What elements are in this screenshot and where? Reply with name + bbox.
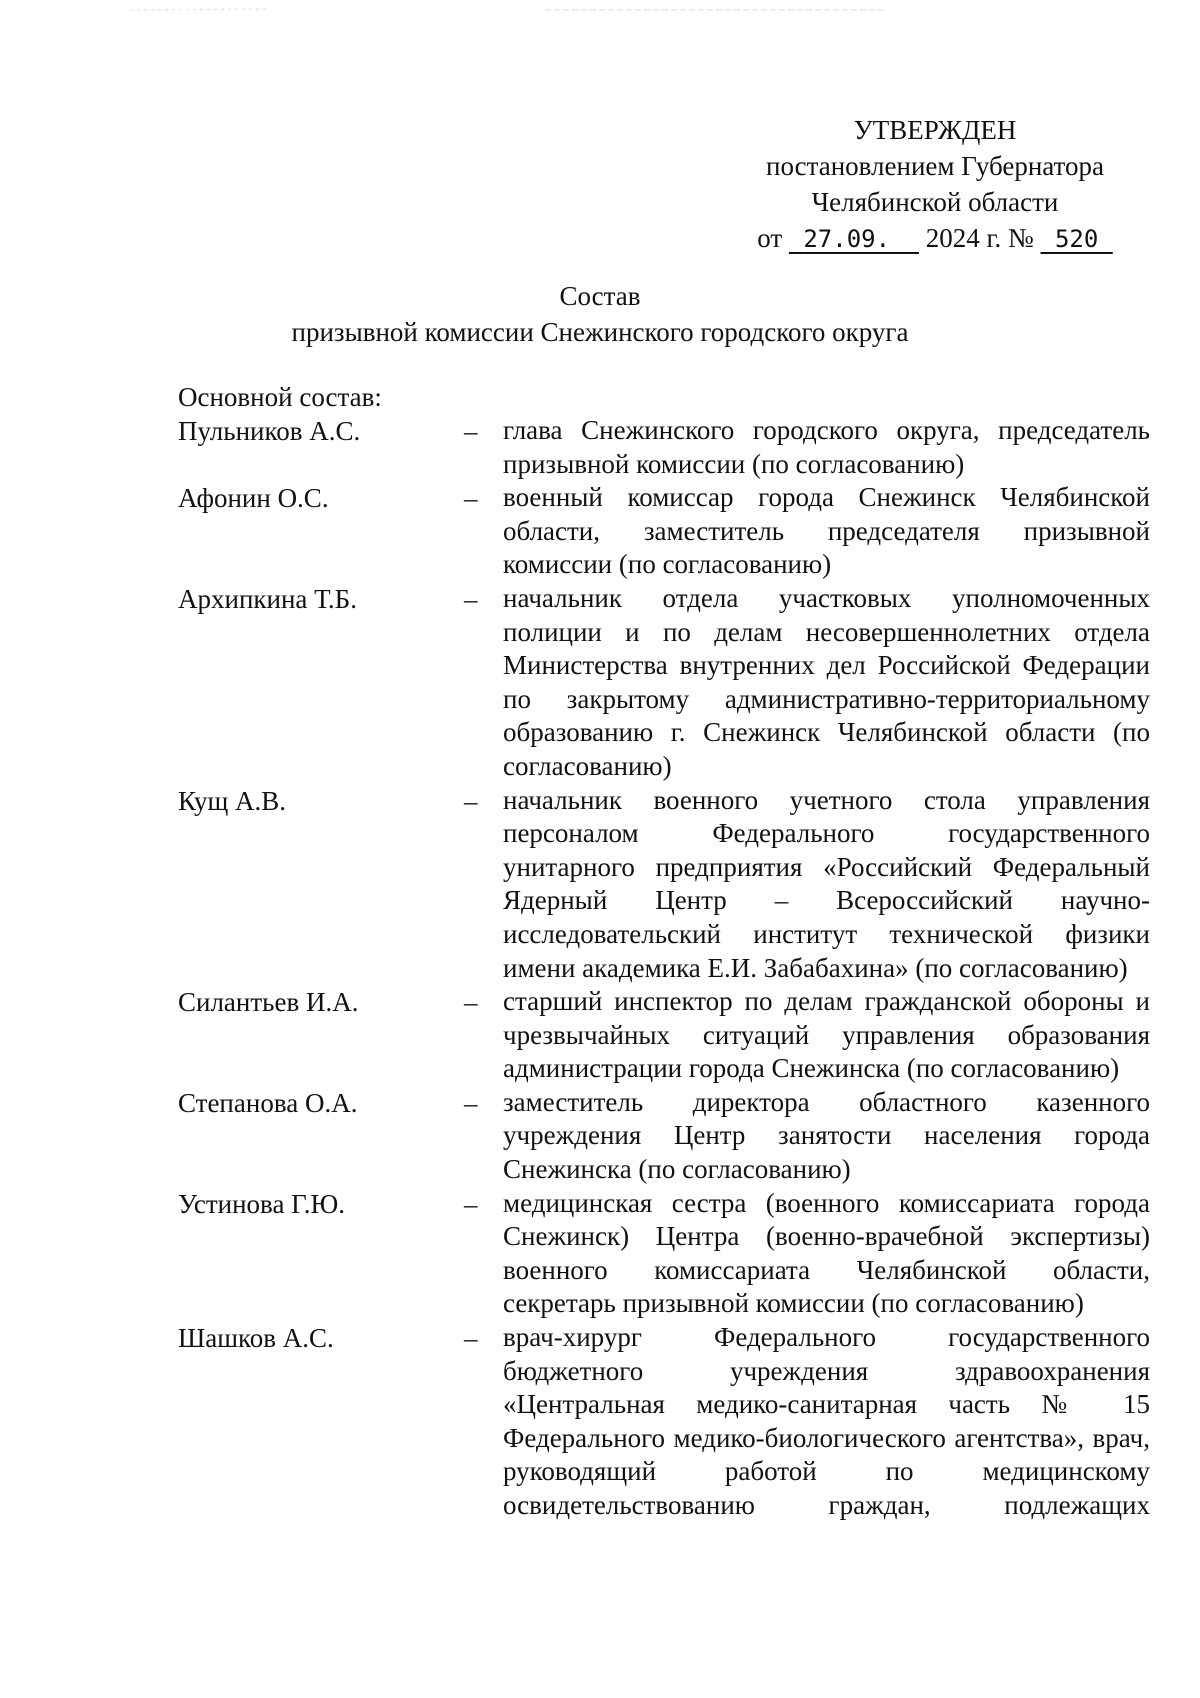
member-name: Архипкина Т.Б. [178, 583, 357, 614]
member-dash: – [464, 1087, 478, 1118]
member-row [175, 481, 1150, 582]
member-description: начальник военного учетного стола управления персоналом Федерального государственного унитарного предприятия «Российский Федеральный Ядерный Центр – Всероссийский научно-исследовательский институт технической физики имени академика Е.И. Забабахина» (по согласованию) [503, 784, 1150, 983]
member-description: глава Снежинского городского округа, председатель призывной комиссии (по согласованию) [503, 415, 1150, 479]
title-line-1: Состав [559, 281, 641, 311]
member-dash: – [464, 583, 478, 614]
document-title [0, 278, 1200, 350]
member-row [175, 784, 1150, 986]
date-prefix: от [757, 223, 783, 253]
approval-stamp [720, 112, 1150, 257]
section-label: Основной состав: [178, 382, 382, 412]
title-line-2: призывной комиссии Снежинского городского округа [291, 317, 909, 347]
member-name: Шашков А.С. [178, 1323, 334, 1354]
member-dash: – [464, 483, 478, 514]
member-row [175, 414, 1150, 481]
member-description: начальник отдела участковых уполномоченных полиции и по делам несовершеннолетних отдела Министерства внутренних дел Российской Федерации по закрытому административно-территориальному образованию г. Снежинск Челябинской области (по согласованию) [503, 582, 1150, 781]
member-name: Афонин О.С. [178, 483, 329, 514]
member-row [175, 1321, 1150, 1523]
members-list [175, 414, 1150, 1523]
member-description: врач-хирург Федерального государственного бюджетного учреждения здравоохранения «Центральная медико-санитарная часть № 15 Федерального медико-биологического агентства», врач, руководящий работой по медицинскому освидетельствованию граждан, подлежащих [503, 1322, 1150, 1520]
scan-artifact [545, 6, 885, 14]
member-dash: – [464, 1323, 478, 1354]
member-dash: – [464, 785, 478, 816]
member-name: Устинова Г.Ю. [178, 1188, 345, 1219]
decree-date: 27.09. [803, 225, 891, 253]
member-row [175, 1187, 1150, 1321]
member-row [175, 582, 1150, 784]
date-suffix: 2024 г. № [925, 223, 1034, 253]
member-name: Степанова О.А. [178, 1087, 358, 1118]
approval-region: Челябинской области [811, 187, 1059, 217]
member-dash: – [464, 1188, 478, 1219]
member-name: Пульников А.С. [178, 416, 361, 446]
member-description: медицинская сестра (военного комиссариата города Снежинск) Центра (военно-врачебной экспертизы) военного комиссариата Челябинской области, секретарь призывной комиссии (по согласованию) [503, 1187, 1150, 1319]
member-description: заместитель директора областного казенного учреждения Центр занятости населения города Снежинска (по согласованию) [503, 1086, 1150, 1185]
member-row [175, 1086, 1150, 1187]
decree-number: 520 [1054, 225, 1099, 253]
approval-date-line [720, 220, 1150, 257]
approval-status: УТВЕРЖДЕН [853, 115, 1017, 145]
member-row [175, 985, 1150, 1086]
member-dash: – [464, 987, 478, 1018]
member-name: Кущ А.В. [178, 785, 287, 816]
member-name: Силантьев И.А. [178, 987, 359, 1018]
scan-artifact [130, 6, 270, 14]
member-dash: – [464, 416, 478, 446]
approval-decree: постановлением Губернатора [766, 151, 1104, 181]
member-description: военный комиссар города Снежинск Челябинской области, заместитель председателя призывной комиссии (по согласованию) [503, 482, 1150, 580]
member-description: старший инспектор по делам гражданской обороны и чрезвычайных ситуаций управления образования администрации города Снежинска (по согласованию) [503, 986, 1150, 1084]
